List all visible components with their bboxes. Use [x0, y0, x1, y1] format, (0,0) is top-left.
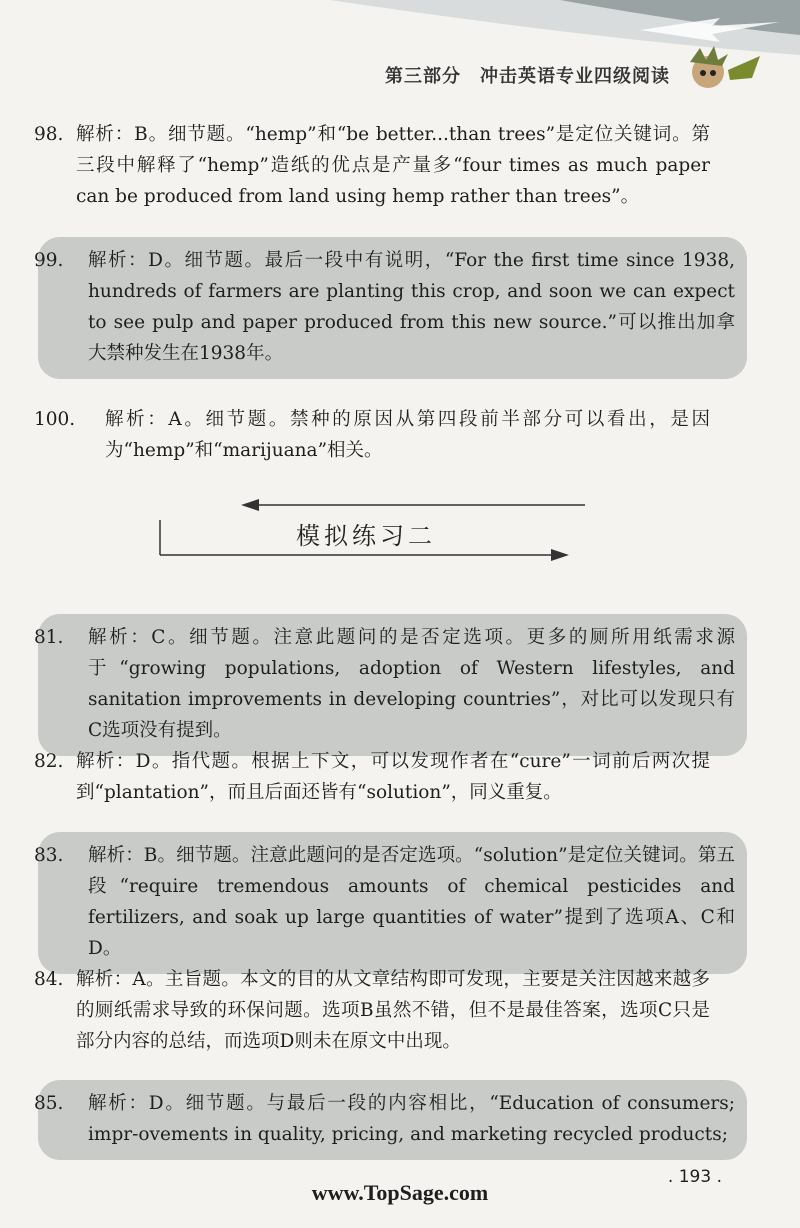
- answer-entry-99: [34, 237, 747, 379]
- entry-number: 100.: [34, 409, 76, 430]
- entry-number: 82.: [34, 751, 64, 772]
- entry-text: 解析：D。细节题。最后一段中有说明，“For the first time since 1938, hundreds of farmers are planting this crop, and soon we can expect to see pulp and paper produced from this new source.”可以推出加拿大禁种发生在1938年。: [88, 250, 735, 364]
- entry-number: 99.: [34, 250, 64, 271]
- entry-number: 84.: [34, 969, 64, 990]
- section-title: 模拟练习二: [296, 522, 436, 550]
- entry-text: 解析：A。主旨题。本文的目的从文章结构即可发现，主要是关注因越来越多的厕纸需求导致的环保问题。选项B虽然不错，但不是最佳答案，选项C只是部分内容的总结，而选项D则未在原文中出现。: [76, 969, 710, 1052]
- answer-entry-85: [34, 1080, 747, 1160]
- entry-text: 解析：B。细节题。注意此题问的是否定选项。“solution”是定位关键词。第五段“require tremendous amounts of chemical pesticides and fertilizers, and soak up large quantities of water”提到了选项A、C和D。: [88, 845, 735, 959]
- entry-text: 解析：C。细节题。注意此题问的是否定选项。更多的厕所用纸需求源于“growing populations, adoption of Western lifestyles, and sanitation improvements in developing countries”，对比可以发现只有C选项没有提到。: [88, 627, 735, 741]
- entry-number: 85.: [34, 1093, 64, 1114]
- answer-entry-84: [20, 964, 710, 1057]
- entry-number: 98.: [34, 124, 64, 145]
- answer-entry-82: [20, 746, 710, 808]
- answer-entry-83: [34, 832, 747, 974]
- answer-entry-98: [20, 119, 710, 212]
- footer-url: www.TopSage.com: [311, 1180, 489, 1205]
- entry-text: 解析：D。细节题。与最后一段的内容相比，“Education of consumers; impr-ovements in quality, pricing, and marketing recycled products;: [88, 1093, 735, 1145]
- entry-text: 解析：B。细节题。“hemp”和“be better...than trees”是定位关键词。第三段中解释了“hemp”造纸的优点是产量多“four times as much paper can be produced from land using hemp rather than trees”。: [76, 124, 710, 207]
- answer-entry-100: [20, 404, 710, 466]
- entry-text: 解析：A。细节题。禁种的原因从第四段前半部分可以看出，是因为“hemp”和“marijuana”相关。: [105, 409, 710, 461]
- entry-number: 83.: [34, 845, 64, 866]
- entry-number: 81.: [34, 627, 64, 648]
- answer-entry-81: [34, 614, 747, 756]
- cartoon-character-icon: [690, 46, 760, 88]
- page-header-title: 第三部分 冲击英语专业四级阅读: [385, 66, 670, 87]
- entry-text: 解析：D。指代题。根据上下文，可以发现作者在“cure”一词前后两次提到“plantation”，而且后面还皆有“solution”，同义重复。: [76, 751, 710, 803]
- page-number: . 193 .: [667, 1167, 722, 1187]
